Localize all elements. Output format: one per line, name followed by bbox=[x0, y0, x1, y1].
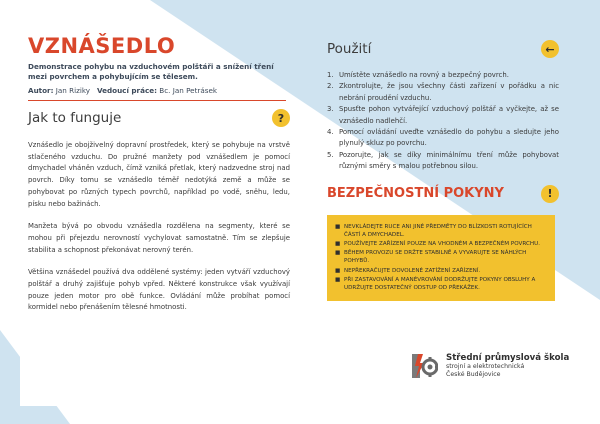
school-logo-block bbox=[412, 352, 569, 380]
subtitle: Demonstrace pohybu na vzduchovém polštáři a snížení tření mezi povrchem a pohybujícím se tělesem. bbox=[28, 62, 274, 81]
safety-item: ■ NEVKLÁDEJTE RUCE ANI JINÉ PŘEDMĚTY DO BLÍZKOSTI ROTUJÍCÍCH ČÁSTÍ A DMYCHADEL. bbox=[335, 223, 532, 238]
question-badge-icon: ? bbox=[272, 109, 290, 127]
usage-heading: Použití bbox=[327, 41, 372, 57]
school-logo-icon bbox=[412, 352, 438, 380]
usage-step: 3. Spusťte pohon vytvářející vzduchový polštář a vyčkejte, až se vznášedlo nadlehčí. bbox=[327, 105, 559, 125]
school-name-block bbox=[446, 353, 569, 379]
usage-steps bbox=[327, 70, 559, 173]
how-it-works-header bbox=[28, 109, 290, 127]
safety-item: ■ PŘI ZASTAVOVÁNÍ A MANÉVROVÁNÍ DODRŽUJTE POKYNY OBSLUHY A UDRŽUJTE DOSTATEČNÝ ODSTUP OD PŘEKÁŽEK. bbox=[335, 276, 536, 292]
usage-step: 2. Zkontrolujte, že jsou všechny části zařízení v pořádku a nic nebrání proudění vzduchu. bbox=[327, 82, 559, 102]
school-subtitle-1: strojní a elektrotechnická bbox=[446, 363, 525, 370]
author-label: Autor: bbox=[28, 86, 54, 95]
arrow-left-badge-icon: ← bbox=[541, 40, 559, 58]
safety-item: ■ BĚHEM PROVOZU SE DRŽTE STABILNĚ A VYVARUJTE SE NÁHLÝCH POHYBŮ. bbox=[335, 250, 527, 265]
usage-step: 5. Pozorujte, jak se díky minimálnímu tření může pohybovat různými směry s malou potřebnou silou. bbox=[327, 150, 559, 171]
safety-header bbox=[327, 185, 559, 203]
page-title: VZNÁŠEDLO bbox=[28, 34, 176, 58]
exclamation-badge-icon: ! bbox=[541, 185, 559, 203]
safety-item: ■ POUŽÍVEJTE ZAŘÍZENÍ POUZE NA VHODNÉM A BEZPEČNÉM POVRCHU. bbox=[335, 241, 540, 248]
supervisor-name: Bc. Jan Petrásek bbox=[159, 86, 218, 95]
right-panel bbox=[327, 40, 559, 301]
usage-step: 1. Umístěte vznášedlo na rovný a bezpečný povrch. bbox=[327, 71, 509, 79]
title-divider bbox=[28, 100, 286, 101]
how-it-works-paragraph-2: Manžeta bývá po obvodu vznášedla rozdělena na segmenty, které se mohou při přejezdu nerovností vychylovat samostatně. Tím se zlepšuje stabilita a schopnost překonávat nerovný terén. bbox=[28, 222, 290, 254]
author-name: Jan Riziky bbox=[55, 86, 91, 95]
safety-list bbox=[335, 223, 545, 293]
how-it-works-paragraph-1: Vznášedlo je obojživelný dopravní prostředek, který se pohybuje na vrstvě stlačeného vzduchu. Do pružné manžety pod vznášedlem je pomocí dmychadel vháněn vzduch, čímž vzniká přetlak, který nadzvedne stroj nad povrch. Díky tomu se vznášedlo téměř nedotýká země a může se pohybovat po různých typech povrchů, například po vodě, sněhu, ledu, písku nebo bažinách. bbox=[28, 141, 290, 208]
authors-line bbox=[28, 86, 290, 95]
safety-item: ■ NEPŘEKRAČUJTE DOVOLENÉ ZATÍŽENÍ ZAŘÍZENÍ. bbox=[335, 267, 481, 274]
usage-header bbox=[327, 40, 559, 58]
safety-heading: BEZPEČNOSTNÍ POKYNY bbox=[327, 186, 504, 202]
left-panel bbox=[28, 36, 290, 314]
school-name: Střední průmyslová škola bbox=[446, 353, 570, 363]
usage-step: 4. Pomocí ovládání uveďte vznášedlo do pohybu a sledujte jeho plynulý skluz po povrchu. bbox=[327, 128, 559, 148]
school-subtitle-2: České Budějovice bbox=[446, 371, 501, 378]
how-it-works-heading: Jak to funguje bbox=[28, 110, 122, 126]
safety-box bbox=[327, 215, 555, 302]
supervisor-label: Vedoucí práce: bbox=[96, 86, 157, 95]
how-it-works-paragraph-3: Většina vznášedel používá dva oddělené systémy: jeden vytváří vzduchový polštář a druhý zajišťuje pohyb vpřed. Některé konstrukce však využívají pouze jeden motor pro obě funkce. Ovládání může probíhat pomocí kormidel nebo přenášením tělesné hmotnosti. bbox=[28, 268, 290, 312]
